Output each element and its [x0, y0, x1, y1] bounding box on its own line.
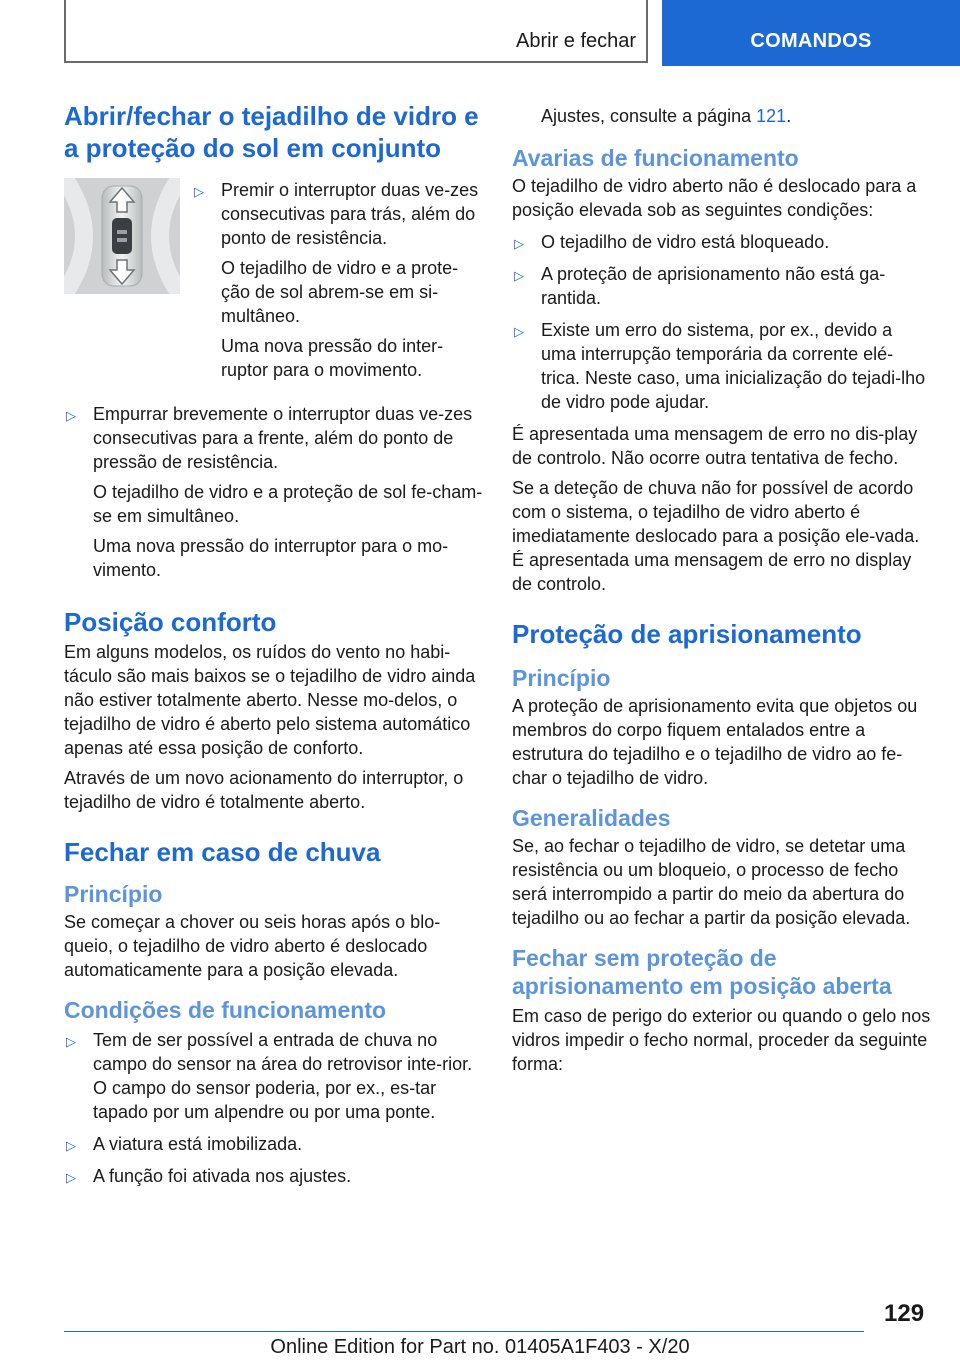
triangle-bullet-icon: ▷: [66, 1034, 76, 1049]
continuation-line: Ajustes, consulte a página 121.: [541, 106, 792, 126]
paragraph: O tejadilho de vidro e a proteção de sol fe-cham-se em simultâneo.: [93, 482, 483, 526]
list-item: ▷ Premir o interruptor duas ve-zes consecutivas para trás, além do ponto de resistência.: [194, 180, 479, 248]
subheading-conditions: Condições de funcionamento: [64, 997, 387, 1023]
triangle-bullet-icon: ▷: [194, 184, 204, 199]
subheading-malfunctions: Avarias de funcionamento: [512, 145, 799, 171]
conditions-list: [64, 1028, 484, 1188]
list-item: ▷ A proteção de aprisionamento não está ga-rantida.: [514, 264, 886, 308]
triangle-bullet-icon: ▷: [514, 268, 524, 283]
header-section-title: Abrir e fechar: [516, 30, 637, 52]
subheading-close-without-protection: Fechar sem proteção de aprisionamento em posição aberta: [512, 945, 892, 999]
header-tab-comandos[interactable]: COMANDOS: [662, 0, 960, 66]
list-item: ▷ A viatura está imobilizada.: [64, 1132, 484, 1156]
list-item: ▷ O tejadilho de vidro está bloqueado.: [512, 230, 932, 254]
malfunctions-list: [512, 230, 932, 414]
subheading-principle: Princípio: [64, 881, 163, 907]
heading-close-rain: Fechar em caso de chuva: [64, 837, 381, 867]
paragraph: Se começar a chover ou seis horas após o blo-queio, o tejadilho de vidro aberto é deslocado automaticamente para a posição elevada.: [64, 912, 441, 980]
paragraph: Em alguns modelos, os ruídos do vento no habi-táculo são mais baixos se o tejadilho de vidro ainda não estiver totalmente aberto. Nesse mo-delos, o tejadilho de vidro é aberto pelo sistema automático apenas até essa posição de conforto.: [64, 642, 476, 758]
list-item: ▷ Existe um erro do sistema, por ex., devido a uma interrupção temporária da corrente elé-trica. Neste caso, uma inicialização do tejadi-lho de vidro pode ajudar.: [514, 320, 926, 412]
right-column: [512, 100, 932, 1076]
paragraph: Em caso de perigo do exterior ou quando o gelo nos vidros impedir o fecho normal, proceder da seguinte forma:: [512, 1006, 931, 1074]
paragraph: Uma nova pressão do inter-ruptor para o movimento.: [221, 336, 444, 380]
heading-open-close-together: Abrir/fechar o tejadilho de vidro e a proteção do sol em conjunto: [64, 101, 479, 163]
triangle-bullet-icon: ▷: [66, 408, 76, 423]
paragraph: É apresentada uma mensagem de erro no dis-play de controlo. Não ocorre outra tentativa de fecho.: [512, 424, 918, 468]
figure-block: [64, 178, 484, 388]
footer-divider: [64, 1331, 864, 1332]
paragraph: O tejadilho de vidro aberto não é deslocado para a posição elevada sob as seguintes condições:: [512, 176, 917, 220]
subheading-principle: Princípio: [512, 665, 611, 691]
bullet-list-back: [192, 178, 484, 382]
triangle-bullet-icon: ▷: [514, 324, 524, 339]
sunroof-switch-icon: [64, 178, 180, 294]
triangle-bullet-icon: ▷: [514, 236, 524, 251]
paragraph: Se, ao fechar o tejadilho de vidro, se detetar uma resistência ou um bloqueio, o processo de fecho será interrompido a partir do meio da abertura do tejadilho ou ao fechar a partir da posição elevada.: [512, 836, 911, 928]
footer-edition: Online Edition for Part no. 01405A1F403 - X/20: [270, 1336, 690, 1358]
paragraph: O tejadilho de vidro e a prote-ção de sol abrem-se em si-multâneo.: [221, 258, 459, 326]
paragraph: A proteção de aprisionamento evita que objetos ou membros do corpo fiquem entalados entre a estrutura do tejadilho e o tejadilho de vidro ao fe-char o tejadilho de vidro.: [512, 696, 918, 788]
heading-comfort-position: Posição conforto: [64, 607, 277, 637]
list-item: ▷ Tem de ser possível a entrada de chuva no campo do sensor na área do retrovisor inte-rior. O campo do sensor poderia, por ex., es-tar tapado por um alpendre ou por uma ponte.: [66, 1030, 473, 1122]
triangle-bullet-icon: ▷: [66, 1170, 76, 1185]
bullet-list-front: [64, 402, 484, 582]
paragraph: Uma nova pressão do interruptor para o mo-vimento.: [93, 536, 449, 580]
page-link[interactable]: 121: [756, 106, 787, 126]
paragraph: Se a deteção de chuva não for possível de acordo com o sistema, o tejadilho de vidro aberto é imediatamente deslocado para a posição ele-vada. É apresentada uma mensagem de erro no display de controlo.: [512, 478, 920, 594]
subheading-general: Generalidades: [512, 805, 671, 831]
paragraph: Através de um novo acionamento do interruptor, o tejadilho de vidro é totalmente aberto.: [64, 768, 464, 812]
left-column: [64, 100, 484, 1188]
list-item: ▷ Empurrar brevemente o interruptor duas ve-zes consecutivas para a frente, além do ponto de pressão de resistência.: [66, 404, 473, 472]
triangle-bullet-icon: ▷: [66, 1138, 76, 1153]
heading-pinch-protection: Proteção de aprisionamento: [512, 619, 862, 649]
list-item: ▷ A função foi ativada nos ajustes.: [64, 1164, 484, 1188]
page-number: 129: [884, 1300, 925, 1327]
